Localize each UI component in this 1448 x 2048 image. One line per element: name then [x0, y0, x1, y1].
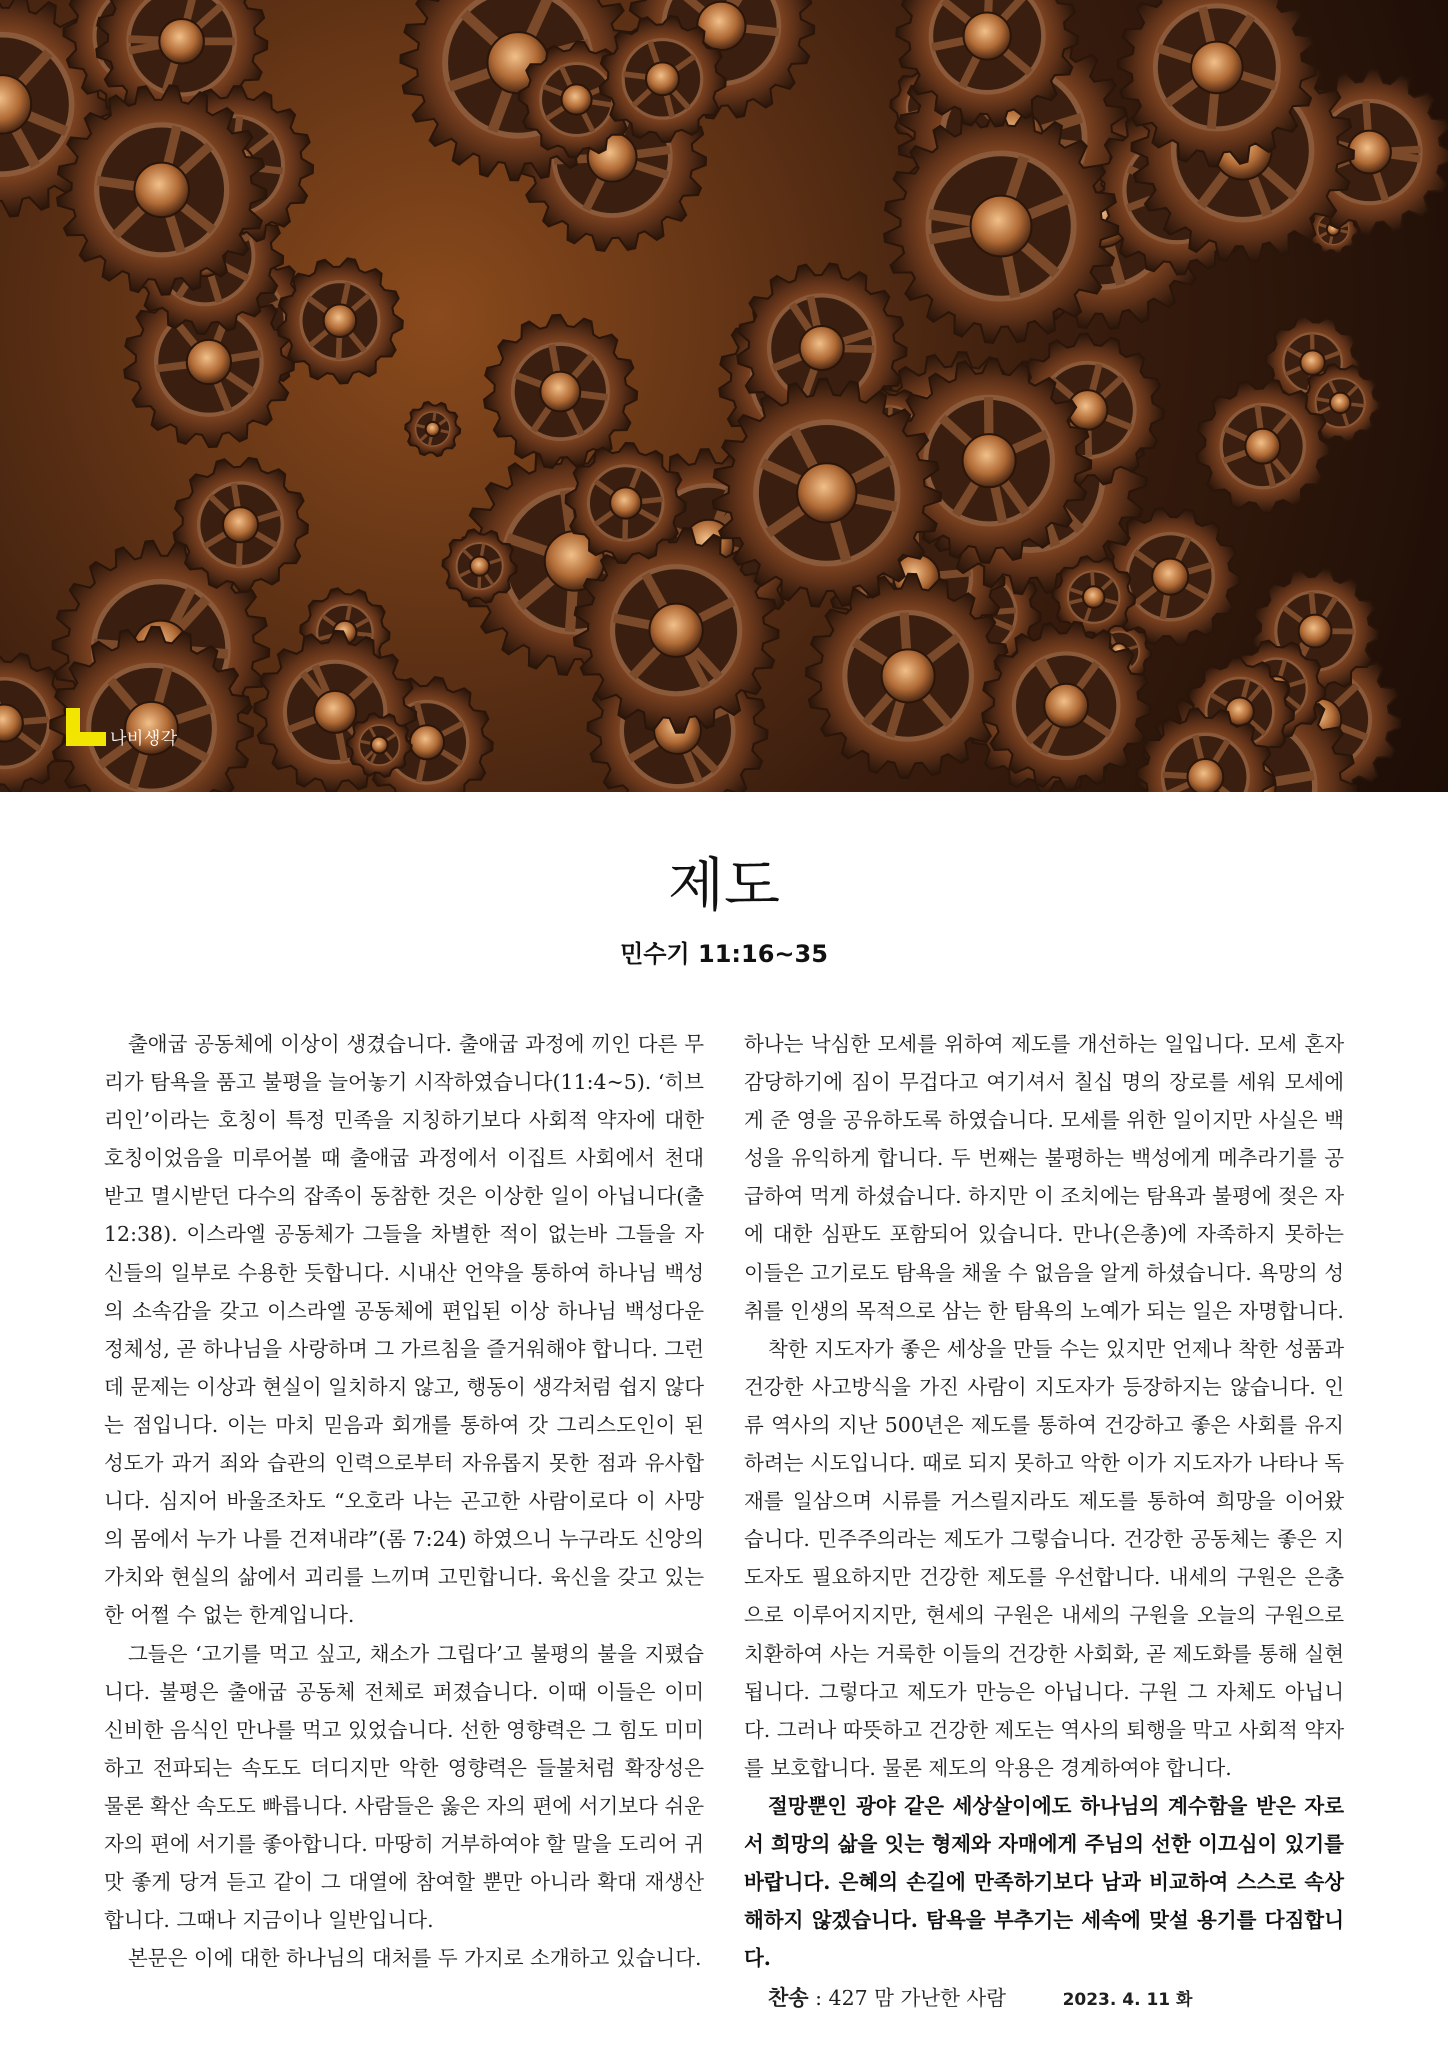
- hymn-line: [744, 1979, 1344, 2019]
- hymn-separator: :: [808, 1986, 829, 2011]
- body-column-left: [104, 1025, 704, 1977]
- page-title: 제도: [667, 851, 781, 919]
- gear-shape: [405, 402, 460, 456]
- gear-shape: [484, 315, 637, 468]
- gear-shape: [278, 258, 403, 383]
- series-label: 나비생각: [110, 729, 178, 749]
- scripture-reference: 민수기 11:16~35: [620, 940, 828, 968]
- hymn-label: 찬송: [768, 1986, 809, 2011]
- rusty-gears-illustration: [0, 0, 1448, 792]
- date-stamp: 2023. 4. 11 화: [1062, 1990, 1193, 2011]
- hero-image: [0, 0, 1448, 792]
- hymn-title: 427 맘 가난한 사람: [828, 1986, 1007, 2011]
- series-logo-icon: [66, 708, 106, 746]
- paragraph: 하나는 낙심한 모세를 위하여 제도를 개선하는 일입니다. 모세 혼자 감당하기에 짐이 무겁다고 여기셔서 칠십 명의 장로를 세워 모세에게 준 영을 공유하도록 하였습니다. 모세를 위한 일이지만 사실은 백성을 유익하게 합니다. 두 번째는 불평하는 백성에게 메추라기를 공급하여 먹게 하셨습니다. 하지만 이 조치에는 탐욕과 불평에 젖은 자에 대한 심판도 포함되어 있습니다. 만나(은총)에 자족하지 못하는 이들은 고기로도 탐욕을 채울 수 없음을 알게 하셨습니다. 욕망의 성취를 인생의 목적으로 삼는 한 탐욕의 노예가 되는 일은 자명합니다.: [744, 1032, 1344, 1323]
- body-column-right: [744, 1025, 1344, 2019]
- prayer-paragraph: 절망뿐인 광야 같은 세상살이에도 하나님의 계수함을 받은 자로서 희망의 삶을 잇는 형제와 자매에게 주님의 선한 이끄심이 있기를 바랍니다. 은혜의 손길에 만족하기보다 남과 비교하여 스스로 속상해하지 않겠습니다. 탐욕을 부추기는 세속에 맞설 용기를 다짐합니다.: [744, 1793, 1344, 1971]
- paragraph: 출애굽 공동체에 이상이 생겼습니다. 출애굽 과정에 끼인 다른 무리가 탐욕을 품고 불평을 늘어놓기 시작하였습니다(11:4~5). ‘히브리인’이라는 호칭이 특정 민족을 지칭하기보다 사회적 약자에 대한 호칭이었음을 미루어볼 때 출애굽 과정에서 이집트 사회에서 천대받고 멸시받던 다수의 잡족이 동참한 것은 이상한 일이 아닙니다(출 12:38). 이스라엘 공동체가 그들을 차별한 적이 없는바 그들을 자신들의 일부로 수용한 듯합니다. 시내산 언약을 통하여 하나님 백성의 소속감을 갖고 이스라엘 공동체에 편입된 이상 하나님 백성다운 정체성, 곧 하나님을 사랑하며 그 가르침을 즐거워해야 합니다. 그런데 문제는 이상과 현실이 일치하지 않고, 행동이 생각처럼 쉽지 않다는 점입니다. 이는 마치 믿음과 회개를 통하여 갓 그리스도인이 된 성도가 과거 죄와 습관의 인력으로부터 자유롭지 못한 점과 유사합니다. 심지어 바울조차도 “오호라 나는 곤고한 사람이로다 이 사망의 몸에서 누가 나를 건져내랴”(롬 7:24) 하였으니 누구라도 신앙의 가치와 현실의 삶에서 괴리를 느끼며 고민합니다. 육신을 갖고 있는 한 어쩔 수 없는 한계입니다.: [104, 1032, 704, 1628]
- paragraph: 본문은 이에 대한 하나님의 대처를 두 가지로 소개하고 있습니다.: [128, 1946, 702, 1971]
- paragraph: 착한 지도자가 좋은 세상을 만들 수는 있지만 언제나 착한 성품과 건강한 사고방식을 가진 사람이 지도자가 등장하지는 않습니다. 인류 역사의 지난 500년은 제도를 통하여 건강하고 좋은 사회를 유지하려는 시도입니다. 때로 되지 못하고 악한 이가 지도자가 나타나 독재를 일삼으며 시류를 거스릴지라도 제도를 통하여 희망을 이어왔습니다. 민주주의라는 제도가 그렇습니다. 건강한 공동체는 좋은 지도자도 필요하지만 건강한 제도를 우선합니다. 내세의 구원은 은총으로 이루어지지만, 현세의 구원은 내세의 구원을 오늘의 구원으로 치환하여 사는 거룩한 이들의 건강한 사회화, 곧 제도화를 통해 실현됩니다. 그렇다고 제도가 만능은 아닙니다. 구원 그 자체도 아닙니다. 그러나 따뜻하고 건강한 제도는 역사의 퇴행을 막고 사회적 약자를 보호합니다. 물론 제도의 악용은 경계하여야 합니다.: [744, 1336, 1344, 1780]
- paragraph: 그들은 ‘고기를 먹고 싶고, 채소가 그립다’고 불평의 불을 지폈습니다. 불평은 출애굽 공동체 전체로 퍼졌습니다. 이때 이들은 이미 신비한 음식인 만나를 먹고 있었습니다. 선한 영향력은 그 힘도 미미하고 전파되는 속도도 더디지만 악한 영향력은 들불처럼 확장성은 물론 확산 속도도 빠릅니다. 사람들은 옳은 자의 편에 서기보다 쉬운 자의 편에 서기를 좋아합니다. 마땅히 거부하여야 할 말을 도리어 귀맛 좋게 당겨 듣고 같이 그 대열에 참여할 뿐만 아니라 확대 재생산합니다. 그때나 지금이나 일반입니다.: [104, 1641, 704, 1933]
